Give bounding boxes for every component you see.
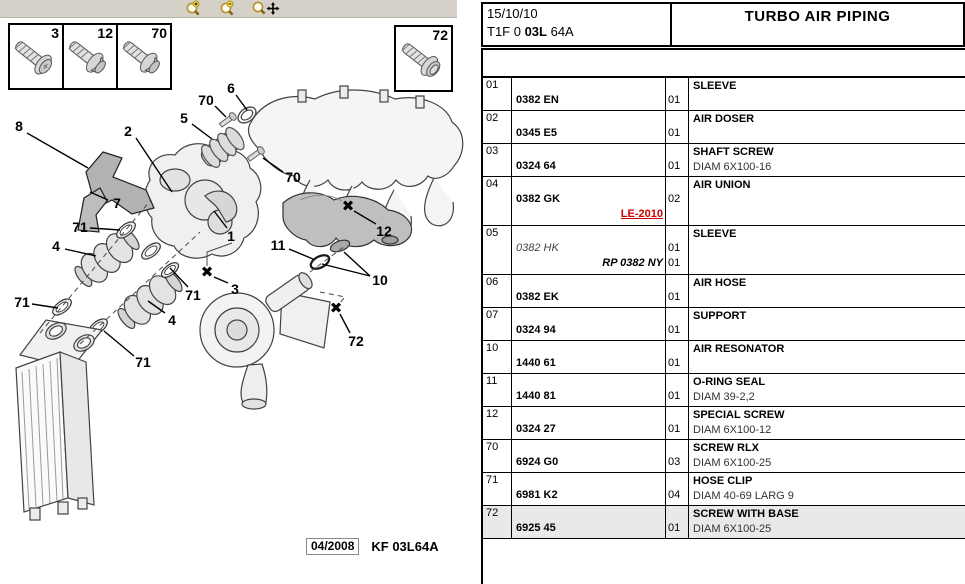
desc-cell: SPECIAL SCREW DIAM 6X100-12 <box>693 409 785 436</box>
ref-cell: 12 <box>483 407 512 439</box>
callout-71: 71 <box>185 287 201 303</box>
ref-cell: 04 <box>483 177 512 225</box>
part-cell: 6981 K2 <box>512 473 666 505</box>
desc-cell: SCREW RLX DIAM 6X100-25 <box>693 442 772 469</box>
table-row-03[interactable] <box>483 144 965 177</box>
callout-5: 5 <box>180 110 188 126</box>
inset-box-label: 70 <box>151 25 167 41</box>
callout-2: 2 <box>124 123 132 139</box>
qty-cell: 01 <box>666 407 689 439</box>
inset-box-screw-12[interactable] <box>62 23 118 90</box>
leader-line <box>214 277 228 283</box>
catalog-date: 15/10/10 <box>487 6 538 21</box>
desc-cell: AIR UNION <box>693 179 751 191</box>
ref-cell: 01 <box>483 78 512 110</box>
table-header-band <box>483 50 965 78</box>
qty-cell: 01 <box>666 506 689 538</box>
desc-cell: AIR HOSE <box>693 277 747 289</box>
table-row-06[interactable] <box>483 275 965 308</box>
ref-cell: 06 <box>483 275 512 307</box>
part-cell: 0382 EN <box>512 78 666 110</box>
table-row-71[interactable] <box>483 473 965 506</box>
desc-cell: SLEEVE <box>693 228 737 240</box>
inset-box-label: 72 <box>432 27 448 43</box>
qty-cell: 01 <box>666 341 689 373</box>
qty-cell: 03 <box>666 440 689 472</box>
callout-71: 71 <box>72 219 88 235</box>
part-cell: 1440 81 <box>512 374 666 406</box>
ref-cell: 02 <box>483 111 512 143</box>
ref-cell: 70 <box>483 440 512 472</box>
ref-cell: 71 <box>483 473 512 505</box>
table-row-72[interactable] <box>483 506 965 539</box>
callout-11: 11 <box>270 237 286 253</box>
x-mark: ✖ <box>200 263 214 281</box>
title-meta <box>483 4 672 45</box>
table-row-10[interactable] <box>483 341 965 374</box>
intake-manifold-shape <box>248 90 462 190</box>
ref-cell: 05 <box>483 226 512 274</box>
desc-cell: AIR DOSER <box>693 113 755 125</box>
callout-71: 71 <box>135 354 151 370</box>
qty-cell: 01 <box>666 308 689 340</box>
edition-date: 04/2008 <box>306 538 359 555</box>
leader-line <box>289 249 313 259</box>
callout-72: 72 <box>348 333 364 349</box>
leader-line <box>104 331 134 356</box>
sleeve-4-lower-shape <box>113 266 188 334</box>
qty-cell: 02 <box>666 177 689 225</box>
leader-line <box>65 249 96 256</box>
callout-6: 6 <box>227 80 235 96</box>
table-row-11[interactable] <box>483 374 965 407</box>
ref-cell: 11 <box>483 374 512 406</box>
callout-71: 71 <box>14 294 30 310</box>
table-row-01[interactable] <box>483 78 965 111</box>
inset-box-label: 12 <box>97 25 113 41</box>
x-mark: ✖ <box>341 197 355 215</box>
ref-cell: 07 <box>483 308 512 340</box>
qty-cell: 01 <box>666 374 689 406</box>
leader-line <box>215 106 226 117</box>
leader-line <box>192 124 212 139</box>
inset-box-screw-72[interactable] <box>394 25 453 92</box>
inset-box-label: 3 <box>51 25 59 41</box>
part-cell: 0382 EK <box>512 275 666 307</box>
parts-table <box>483 48 965 539</box>
qty-cell: 01 <box>666 275 689 307</box>
callout-1: 1 <box>227 228 235 244</box>
diagram-pane <box>0 0 480 584</box>
callout-3: 3 <box>231 281 239 297</box>
part-cell: 6924 G0 <box>512 440 666 472</box>
desc-cell: SCREW WITH BASE DIAM 6X100-25 <box>693 508 799 535</box>
callout-12: 12 <box>376 223 392 239</box>
table-row-05[interactable] <box>483 226 965 275</box>
part-cell: 0382 GK LE-2010 <box>512 177 666 225</box>
o-ring-shape <box>309 252 332 271</box>
title-box <box>481 2 965 47</box>
screw-70-shape <box>246 145 265 162</box>
ref-cell: 72 <box>483 506 512 538</box>
callout-4: 4 <box>52 238 60 254</box>
ref-cell: 03 <box>483 144 512 176</box>
part-cell: 0324 64 <box>512 144 666 176</box>
callout-70: 70 <box>285 169 301 185</box>
page-title: TURBO AIR PIPING <box>744 8 891 25</box>
part-cell: 0345 E5 <box>512 111 666 143</box>
edition-stamp <box>306 538 439 555</box>
part-cell: 0324 27 <box>512 407 666 439</box>
desc-cell: SLEEVE <box>693 80 737 92</box>
leader-line <box>32 304 58 308</box>
part-cell: 0382 HK RP 0382 NY <box>512 226 666 274</box>
desc-cell: SHAFT SCREW DIAM 6X100-16 <box>693 146 774 173</box>
part-cell: 0324 94 <box>512 308 666 340</box>
leader-line <box>236 95 247 110</box>
intercooler-shape <box>16 319 102 520</box>
screw-70-shape <box>218 111 237 128</box>
callout-8: 8 <box>15 118 23 134</box>
ref-cell: 10 <box>483 341 512 373</box>
qty-cell: 01 01 <box>666 226 689 274</box>
desc-cell: HOSE CLIP DIAM 40-69 LARG 9 <box>693 475 794 502</box>
callout-4: 4 <box>168 312 176 328</box>
inset-box-screw-3[interactable] <box>8 23 64 90</box>
qty-cell: 01 <box>666 144 689 176</box>
qty-cell: 01 <box>666 78 689 110</box>
callout-10: 10 <box>372 272 388 288</box>
desc-cell: SUPPORT <box>693 310 747 322</box>
inset-box-screw-70[interactable] <box>116 23 172 90</box>
catalog-ref: KF 03L64A <box>371 539 439 554</box>
le-2010-link[interactable]: LE-2010 <box>620 208 663 220</box>
table-row-07[interactable] <box>483 308 965 341</box>
table-row-04[interactable] <box>483 177 965 226</box>
leader-line <box>27 133 88 168</box>
x-mark: ✖ <box>329 299 343 317</box>
table-row-12[interactable] <box>483 407 965 440</box>
callout-70: 70 <box>198 92 214 108</box>
part-cell: 1440 61 <box>512 341 666 373</box>
table-row-70[interactable] <box>483 440 965 473</box>
table-row-02[interactable] <box>483 111 965 144</box>
callout-7: 7 <box>113 195 121 211</box>
desc-cell: AIR RESONATOR <box>693 343 785 355</box>
part-cell: 6925 45 <box>512 506 666 538</box>
qty-cell: 04 <box>666 473 689 505</box>
parts-pane <box>480 0 965 584</box>
qty-cell: 01 <box>666 111 689 143</box>
catalog-code: T1F 0 03L 64A <box>487 24 574 39</box>
desc-cell: O-RING SEAL DIAM 39-2,2 <box>693 376 766 403</box>
